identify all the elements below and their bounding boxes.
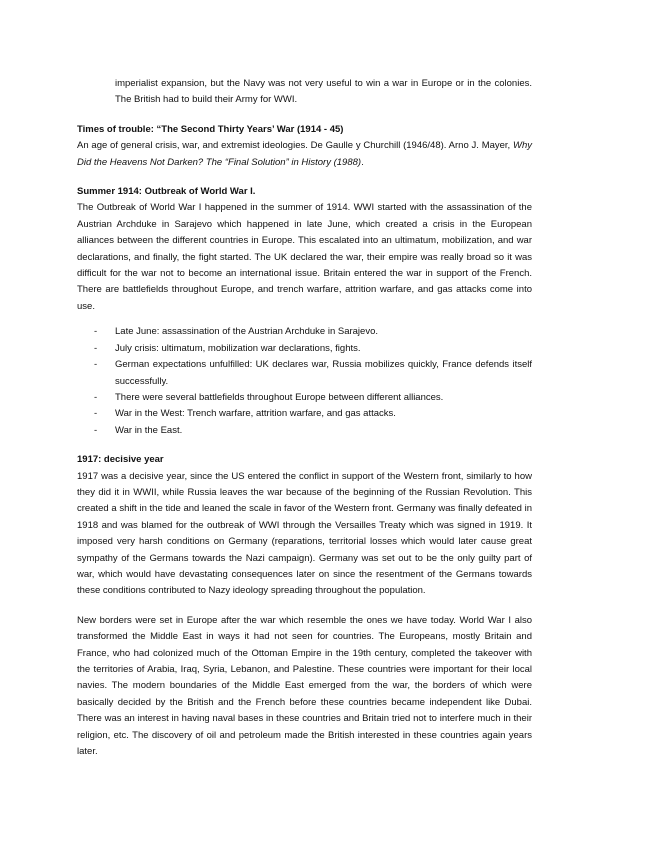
- section-1917: [77, 452, 532, 600]
- times-of-trouble-end: .: [361, 156, 364, 168]
- list-item: [77, 406, 532, 422]
- times-of-trouble-paragraph: [77, 138, 532, 171]
- new-borders-paragraph: New borders were set in Europe after the war which resemble the ones we have today. World War I also transformed the Middle East in ways it had not seen for countries. The Europeans, mostly Britain and France, who had colonized much of the Ottoman Empire in the 19th century, completed the takeover with the territories of Arabia, Iraq, Syria, Lebanon, and Palestine. These countries were important for their local navies. The modern boundaries of the Middle East emerged from the war, the borders of which were basically decided by the British and the French before these countries became independent like Dubai. There was an interest in having naval bases in these countries and Britain tried not to interfere much in their religion, etc. The discovery of oil and petroleum made the British interested in these countries again years later.: [77, 614, 532, 758]
- list-item-text: War in the West: Trench warfare, attrition warfare, and gas attacks.: [115, 408, 396, 420]
- list-item-text: German expectations unfulfilled: UK declares war, Russia mobilizes quickly, France defends itself successfully.: [115, 359, 532, 387]
- list-item: [77, 357, 532, 390]
- dash-marker: -: [94, 342, 98, 354]
- section-summer-1914: [77, 184, 532, 439]
- dash-marker: -: [94, 424, 98, 436]
- intro-continuation-paragraph: imperialist expansion, but the Navy was not very useful to win a war in Europe or in the colonies. The British had to build their Army for WWI.: [115, 78, 532, 106]
- times-of-trouble-text: An age of general crisis, war, and extremist ideologies. De Gaulle y Churchill (1946/48). Arno J. Mayer,: [77, 140, 511, 152]
- dash-marker: -: [94, 359, 98, 371]
- list-item: [77, 423, 532, 439]
- page-content: [77, 76, 532, 760]
- decisive-year-paragraph: 1917 was a decisive year, since the US entered the conflict in support of the Western front, similarly to how they did it in WWII, while Russia leaves the war because of the beginning of the Russian Revolution. This created a shift in the tide and leaned the scale in favor of the Western front. Germany was finally defeated in 1918 and was blamed for the outbreak of WWI through the Versailles Treaty which was signed in 1919. It imposed very harsh conditions on Germany (reparations, territorial losses which would later cause great sympathy of the Germans towards the Nazi campaign). Germany was set out to be the only guilty part of war, which would have devastating consequences later on since the resentment of the Germans towards these conditions contributed to Nazy ideology spreading throughout the population.: [77, 470, 532, 597]
- summer-1914-paragraph: The Outbreak of World War I happened in the summer of 1914. WWI started with the assassination of the Austrian Archduke in Sarajevo which happened in late June, which created a crisis in the European alliances between the different countries in Europe. This escalated into an ultimatum, mobilization, and war declarations, and finally, the fight started. The UK declared the war, their empire was really broad so it was difficult for the war not to become an international issue. Britain entered the war in support of the French. There are battlefields throughout Europe, and trench warfare, attrition warfare, and gas attacks come into use.: [77, 202, 532, 312]
- list-item: [77, 324, 532, 340]
- section-heading-times-of-trouble: Times of trouble: “The Second Thirty Years’ War (1914 - 45): [77, 123, 344, 135]
- list-item-text: Late June: assassination of the Austrian Archduke in Sarajevo.: [115, 326, 378, 338]
- dash-marker: -: [94, 326, 98, 338]
- list-item: [77, 390, 532, 406]
- section-heading-summer-1914: Summer 1914: Outbreak of World War I.: [77, 186, 256, 198]
- mayer-book-title: Why Did the Heavens Not Darken? The “Final Solution” in History (1988): [77, 140, 532, 168]
- section-times-of-trouble: [77, 122, 532, 171]
- section-new-borders: [77, 613, 532, 761]
- list-item-text: There were several battlefields throughout Europe between different alliances.: [115, 391, 444, 403]
- summer-1914-bullet-list: [77, 324, 532, 439]
- dash-marker: -: [94, 391, 98, 403]
- list-item: [77, 341, 532, 357]
- list-item-text: July crisis: ultimatum, mobilization war declarations, fights.: [115, 342, 361, 354]
- section-heading-1917: 1917: decisive year: [77, 454, 164, 466]
- list-item-text: War in the East.: [115, 424, 183, 436]
- dash-marker: -: [94, 408, 98, 420]
